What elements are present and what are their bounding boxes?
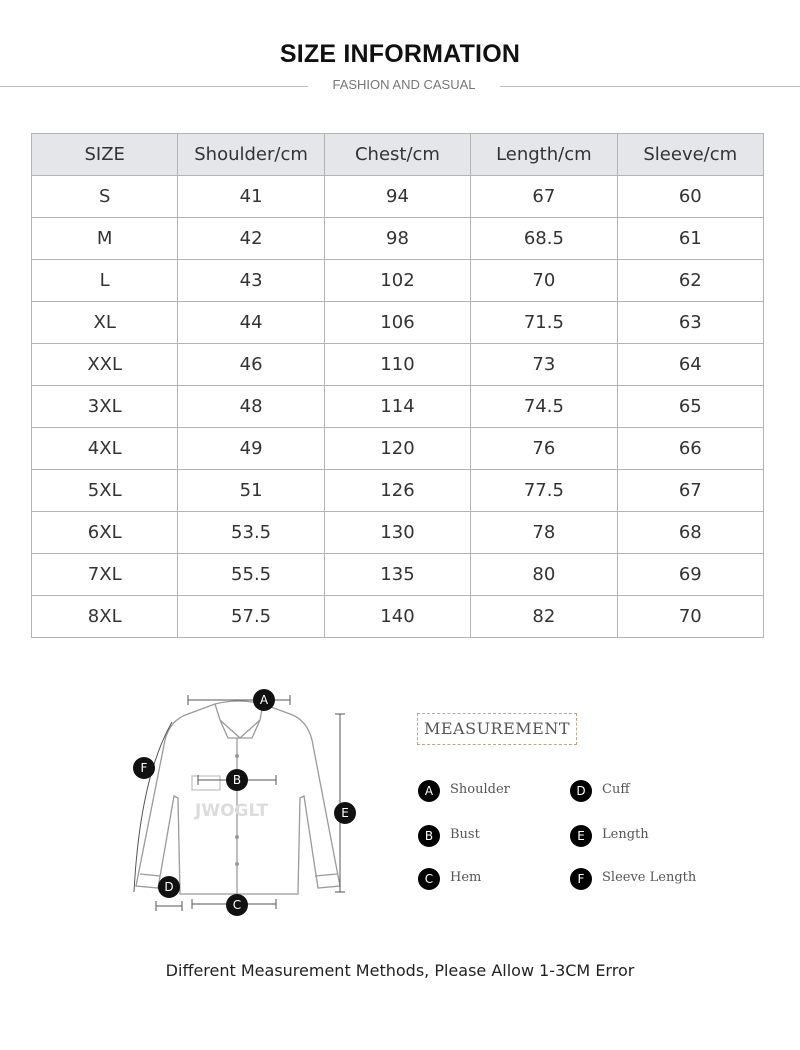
button-dot <box>235 835 239 839</box>
legend-label: Hem <box>450 870 482 885</box>
table-row <box>32 176 764 218</box>
watermark: JWOGLT <box>195 801 269 821</box>
table-row <box>32 218 764 260</box>
table-row <box>32 386 764 428</box>
cell-sleeve: 67 <box>617 470 763 512</box>
cell-shoulder: 55.5 <box>178 554 324 596</box>
page-title: SIZE INFORMATION <box>279 40 521 68</box>
cell-size: 5XL <box>32 470 178 512</box>
cell-length: 70 <box>471 260 617 302</box>
cell-size: 3XL <box>32 386 178 428</box>
legend-badge: C <box>418 868 440 890</box>
error-note: Different Measurement Methods, Please Allow 1-3CM Error <box>165 961 635 980</box>
size-table <box>31 133 764 638</box>
legend-label: Shoulder <box>450 782 510 797</box>
cell-size: 8XL <box>32 596 178 638</box>
cell-sleeve: 64 <box>617 344 763 386</box>
cell-chest: 126 <box>324 470 470 512</box>
legend-badge: B <box>418 825 440 847</box>
cell-sleeve: 62 <box>617 260 763 302</box>
cell-length: 67 <box>471 176 617 218</box>
cell-chest: 102 <box>324 260 470 302</box>
table-row <box>32 470 764 512</box>
cell-length: 80 <box>471 554 617 596</box>
page-subtitle: FASHION AND CASUAL <box>332 77 476 92</box>
cell-shoulder: 42 <box>178 218 324 260</box>
cell-sleeve: 60 <box>617 176 763 218</box>
cell-size: M <box>32 218 178 260</box>
cell-length: 74.5 <box>471 386 617 428</box>
header-size: SIZE <box>32 134 178 176</box>
table-row <box>32 260 764 302</box>
marker-a: A <box>259 693 269 707</box>
table-row <box>32 596 764 638</box>
cell-sleeve: 66 <box>617 428 763 470</box>
legend-badge: F <box>570 868 592 890</box>
cell-size: 7XL <box>32 554 178 596</box>
cell-length: 68.5 <box>471 218 617 260</box>
marker-b: B <box>232 773 242 787</box>
legend-label: Cuff <box>602 782 630 797</box>
cell-shoulder: 53.5 <box>178 512 324 554</box>
cell-chest: 130 <box>324 512 470 554</box>
cell-length: 82 <box>471 596 617 638</box>
subtitle-row <box>0 77 800 95</box>
table-row <box>32 554 764 596</box>
table-row <box>32 512 764 554</box>
cell-chest: 120 <box>324 428 470 470</box>
legend-label: Length <box>602 827 649 842</box>
cell-length: 76 <box>471 428 617 470</box>
marker-e: E <box>341 806 349 820</box>
cell-shoulder: 49 <box>178 428 324 470</box>
legend-badge: A <box>418 780 440 802</box>
table-row <box>32 344 764 386</box>
marker-c: C <box>232 898 242 912</box>
table-row <box>32 428 764 470</box>
cell-shoulder: 57.5 <box>178 596 324 638</box>
cell-shoulder: 41 <box>178 176 324 218</box>
cell-chest: 106 <box>324 302 470 344</box>
cell-sleeve: 68 <box>617 512 763 554</box>
legend-label: Sleeve Length <box>602 870 697 885</box>
header-length: Length/cm <box>471 134 617 176</box>
cell-length: 77.5 <box>471 470 617 512</box>
cell-shoulder: 44 <box>178 302 324 344</box>
header-chest: Chest/cm <box>324 134 470 176</box>
cell-size: 6XL <box>32 512 178 554</box>
table-row <box>32 302 764 344</box>
legend-badge: E <box>570 825 592 847</box>
divider-left <box>0 86 308 87</box>
cell-shoulder: 51 <box>178 470 324 512</box>
measurement-title: MEASUREMENT <box>417 713 577 745</box>
header-sleeve: Sleeve/cm <box>617 134 763 176</box>
cell-sleeve: 63 <box>617 302 763 344</box>
cell-chest: 140 <box>324 596 470 638</box>
shirt-diagram <box>110 668 400 928</box>
header-shoulder: Shoulder/cm <box>178 134 324 176</box>
cell-shoulder: 48 <box>178 386 324 428</box>
marker-d: D <box>164 880 174 894</box>
cell-chest: 135 <box>324 554 470 596</box>
cell-size: S <box>32 176 178 218</box>
cell-size: L <box>32 260 178 302</box>
cell-size: XXL <box>32 344 178 386</box>
table-header-row <box>32 134 764 176</box>
cell-chest: 94 <box>324 176 470 218</box>
cell-sleeve: 69 <box>617 554 763 596</box>
button-dot <box>235 754 239 758</box>
cell-length: 78 <box>471 512 617 554</box>
legend-badge: D <box>570 780 592 802</box>
button-dot <box>235 862 239 866</box>
cell-sleeve: 70 <box>617 596 763 638</box>
cell-sleeve: 61 <box>617 218 763 260</box>
legend-label: Bust <box>450 827 480 842</box>
cell-length: 73 <box>471 344 617 386</box>
cell-chest: 98 <box>324 218 470 260</box>
cell-chest: 110 <box>324 344 470 386</box>
cell-size: XL <box>32 302 178 344</box>
divider-right <box>500 86 800 87</box>
cell-sleeve: 65 <box>617 386 763 428</box>
cell-chest: 114 <box>324 386 470 428</box>
cell-shoulder: 46 <box>178 344 324 386</box>
cell-length: 71.5 <box>471 302 617 344</box>
cell-shoulder: 43 <box>178 260 324 302</box>
cell-size: 4XL <box>32 428 178 470</box>
marker-f: F <box>140 761 148 775</box>
